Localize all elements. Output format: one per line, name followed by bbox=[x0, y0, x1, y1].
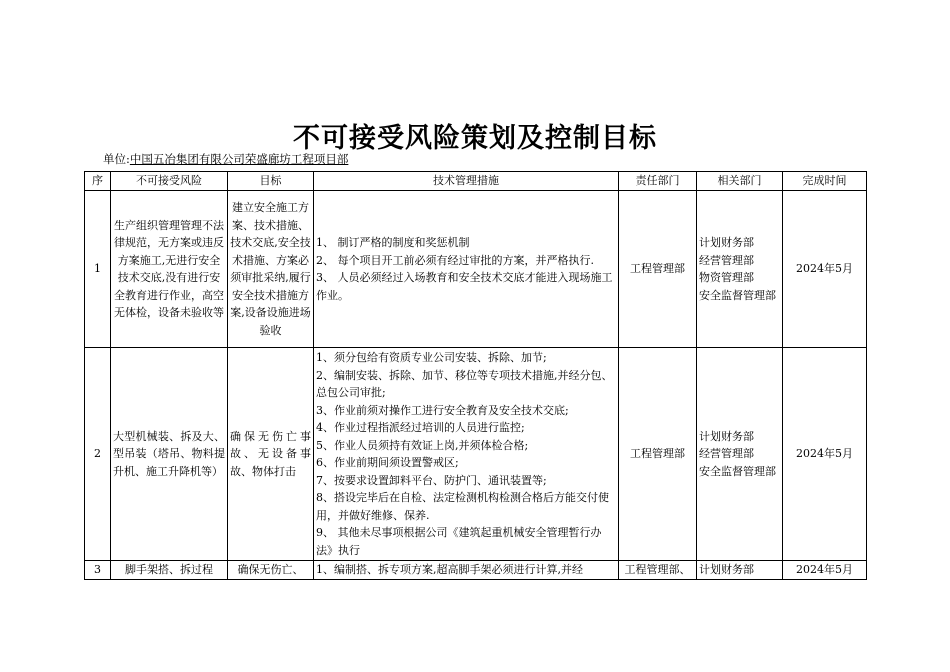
row-measures bbox=[314, 348, 619, 561]
measure-item: 1、须分包给有资质专业公司安装、拆除、加节; bbox=[316, 351, 547, 364]
row-related-depts bbox=[697, 191, 783, 348]
related-dept: 安全监督管理部 bbox=[699, 288, 776, 302]
row-no: 2 bbox=[85, 348, 111, 561]
table-row bbox=[85, 191, 867, 348]
row-no: 1 bbox=[85, 191, 111, 348]
row-target: 确保无伤亡事故、无设备事故、物体打击 bbox=[228, 348, 314, 561]
unit-label: 单位: bbox=[103, 152, 130, 166]
measure-item: 9、 其他未尽事项根据公司《建筑起重机械安全管理暂行办法》执行 bbox=[316, 526, 602, 557]
table-row bbox=[85, 348, 867, 561]
related-dept: 计划财务部 bbox=[699, 429, 754, 443]
header-related-dept: 相关部门 bbox=[697, 172, 783, 191]
measure-item: 1、 制订严格的制度和奖惩机制 bbox=[316, 236, 470, 249]
measure-item: 2、 每个项目开工前必须有经过审批的方案，并严格执行. bbox=[316, 253, 594, 267]
measure-item: 7、按要求设置卸料平台、防护门、通讯装置等; bbox=[316, 473, 547, 487]
measure-item: 3、 人员必须经过入场教育和安全技术交底才能进入现场施工作业。 bbox=[316, 271, 613, 302]
header-measures: 技术管理措施 bbox=[314, 172, 619, 191]
row-completion-time: 2024年5月 bbox=[783, 561, 867, 580]
related-dept: 物资管理部 bbox=[699, 271, 754, 284]
row-measures: 1、编制搭、拆专项方案,超高脚手架必须进行计算,并经 bbox=[314, 561, 619, 580]
row-measures bbox=[314, 191, 619, 348]
document-title: 不可接受风险策划及控制目标 bbox=[293, 123, 657, 154]
row-risk: 生产组织管理管理不法律规范，无方案或违反方案施工,无进行安全技术交底,没有进行安全教育进行作业，高空无体检，设备未验收等 bbox=[111, 191, 228, 348]
related-dept: 经营管理部 bbox=[699, 447, 754, 461]
unit-line bbox=[103, 151, 348, 167]
row-completion-time: 2024年5月 bbox=[783, 191, 867, 348]
row-responsible-dept: 工程管理部 bbox=[619, 191, 697, 348]
row-related-depts: 计划财务部 bbox=[697, 561, 783, 580]
row-related-depts bbox=[697, 348, 783, 561]
row-responsible-dept: 工程管理部、 bbox=[619, 561, 697, 580]
related-dept: 经营管理部 bbox=[699, 253, 754, 267]
row-no: 3 bbox=[85, 561, 111, 580]
row-risk: 脚手架搭、拆过程 bbox=[111, 561, 228, 580]
measure-item: 5、作业人员须持有效证上岗,并须体检合格; bbox=[316, 438, 529, 452]
header-target: 目标 bbox=[228, 172, 314, 191]
header-no: 序 bbox=[85, 172, 111, 191]
measure-item: 2、编制安装、拆除、加节、移位等专项技术措施,并经分包、总包公司审批; bbox=[316, 368, 613, 399]
header-completion-time: 完成时间 bbox=[783, 172, 867, 191]
related-dept: 计划财务部 bbox=[699, 236, 754, 249]
measure-item: 3、作业前须对操作工进行安全教育及安全技术交底; bbox=[316, 403, 569, 417]
table-row bbox=[85, 561, 867, 580]
related-dept: 安全监督管理部 bbox=[699, 464, 776, 478]
header-risk: 不可接受风险 bbox=[111, 172, 228, 191]
measure-item: 8、搭设完毕后在自检、法定检测机构检测合格后方能交付使用，并做好维修、保养. bbox=[316, 491, 609, 522]
measure-item: 6、作业前期间须设置警戒区; bbox=[316, 456, 459, 469]
risk-control-table bbox=[84, 171, 867, 580]
row-responsible-dept: 工程管理部 bbox=[619, 348, 697, 561]
measure-item: 4、作业过程指派经过培训的人员进行监控; bbox=[316, 421, 525, 434]
table-header-row bbox=[85, 172, 867, 191]
unit-value: 中国五冶集团有限公司荣盛廊坊工程项目部 bbox=[129, 152, 349, 166]
row-target: 建立安全施工方案、技术措施、技术交底,安全技术措施、方案必须审批采纳,履行安全技术措施方案,设备设施进场验收 bbox=[228, 191, 314, 348]
header-responsible-dept: 责任部门 bbox=[619, 172, 697, 191]
row-risk: 大型机械装、拆及大、型吊装（塔吊、物料提升机、施工升降机等） bbox=[111, 348, 228, 561]
row-completion-time: 2024年5月 bbox=[783, 348, 867, 561]
row-target: 确保无伤亡、 bbox=[228, 561, 314, 580]
